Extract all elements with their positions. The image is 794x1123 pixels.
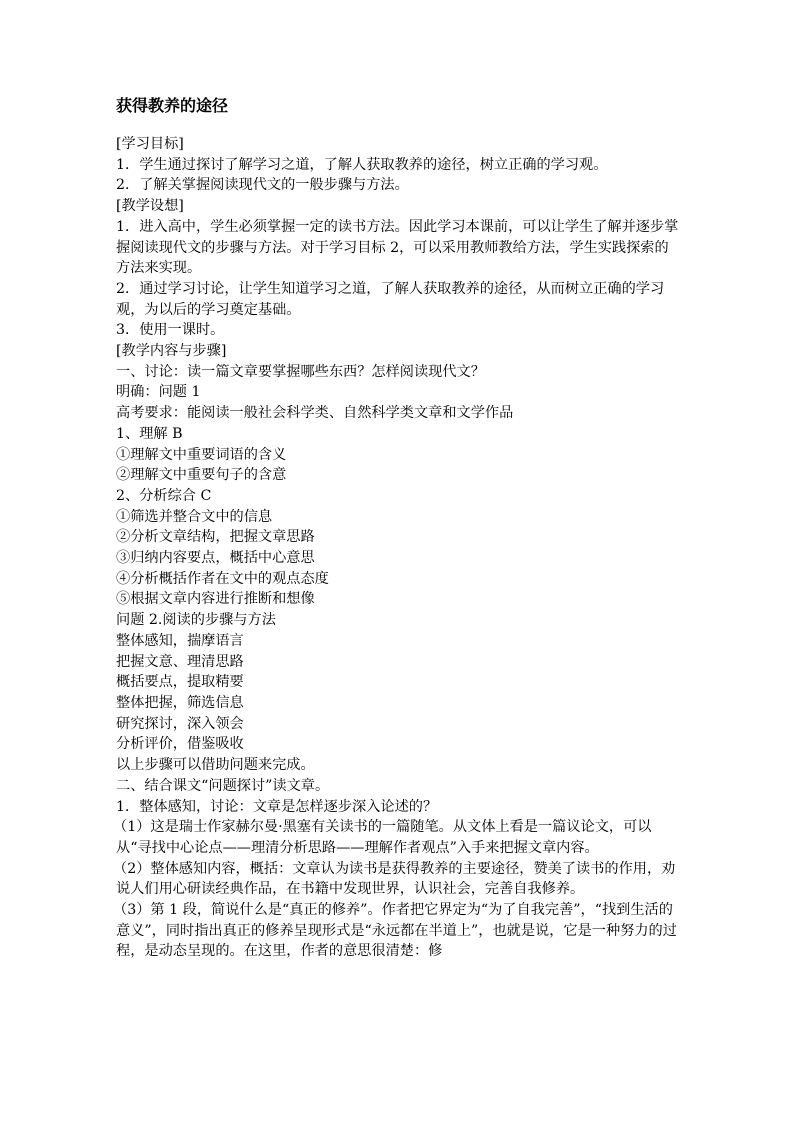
list-item: 整体把握，筛选信息 bbox=[116, 694, 244, 711]
list-item: 把握文意、理清思路 bbox=[116, 653, 244, 670]
list-item: 研究探讨，深入领会 bbox=[116, 715, 244, 732]
paragraph: 二、结合课文“问题探讨”读文章。 bbox=[116, 777, 330, 794]
list-item: ④分析概括作者在文中的观点态度 bbox=[116, 570, 329, 587]
document-body bbox=[113, 134, 682, 962]
list-item: ①理解文中重要词语的含义 bbox=[116, 446, 287, 463]
section-heading-learning-goals: [学习目标] bbox=[116, 136, 184, 152]
paragraph: （2）整体感知内容，概括：文章认为读书是获得教养的主要途径，赞美了读书的作用，劝说人们用心研读经典作品，在书籍中发现世界，认识社会，完善自我修养。 bbox=[113, 860, 676, 898]
paragraph: 2、分析综合 C bbox=[116, 487, 212, 504]
section-heading-teaching-plan: [教学设想] bbox=[116, 198, 184, 215]
paragraph: 1．进入高中，学生必须掌握一定的读书方法。因此学习本课前，可以让学生了解并逐步掌握阅读现代文的步骤与方法。对于学习目标 2，可以采用教师教给方法，学生实践探索的方法来实现。 bbox=[116, 218, 679, 277]
list-item: 概括要点，提取精要 bbox=[116, 674, 244, 691]
list-item: 分析评价，借鉴吸收 bbox=[116, 736, 244, 753]
list-item: ①筛选并整合文中的信息 bbox=[116, 508, 273, 525]
paragraph: 明确：问题 1 bbox=[116, 384, 201, 401]
paragraph: （1）这是瑞士作家赫尔曼·黑塞有关读书的一篇随笔。从文体上看是一篇议论文，可以从“寻找中心论点——理清分析思路——理解作者观点”入手来把握文章内容。 bbox=[113, 819, 652, 856]
paragraph: 3．使用一课时。 bbox=[116, 322, 225, 339]
paragraph: 2．了解关掌握阅读现代文的一般步骤与方法。 bbox=[116, 177, 409, 194]
paragraph: 问题 2.阅读的步骤与方法 bbox=[116, 612, 276, 629]
paragraph: 1．学生通过探讨了解学习之道，了解人获取教养的途径，树立正确的学习观。 bbox=[116, 156, 608, 173]
paragraph: 高考要求：能阅读一般社会科学类、自然科学类文章和文学作品 bbox=[116, 405, 514, 422]
list-item: ②理解文中重要句子的含意 bbox=[116, 467, 287, 484]
list-item: ⑤根据文章内容进行推断和想像 bbox=[116, 591, 315, 608]
paragraph: 1、理解 B bbox=[116, 425, 183, 442]
document-title: 获得教养的途径 bbox=[116, 96, 229, 115]
section-heading-content-steps: [教学内容与步骤] bbox=[116, 343, 227, 360]
paragraph: 以上步骤可以借助问题来完成。 bbox=[116, 757, 315, 774]
list-item: ②分析文章结构，把握文章思路 bbox=[116, 529, 315, 546]
paragraph: 1．整体感知，讨论：文章是怎样逐步深入论述的？ bbox=[116, 798, 438, 815]
list-item: 整体感知，揣摩语言 bbox=[116, 632, 244, 649]
paragraph: 2．通过学习讨论，让学生知道学习之道，了解人获取教养的途径，从而树立正确的学习观，为以后的学习奠定基础。 bbox=[116, 280, 665, 318]
list-item: ③归纳内容要点，概括中心意思 bbox=[116, 550, 315, 567]
paragraph: 一、讨论：读一篇文章要掌握哪些东西？怎样阅读现代文？ bbox=[116, 363, 485, 380]
paragraph: （3）第 1 段，简说什么是“真正的修养”。作者把它界定为“为了自我完善”，“找到生活的意义”，同时指出真正的修养呈现形式是“永远都在半道上”，也就是说，它是一种努力的过程，是动态呈现的。在这里，作者的意思很清楚：修 bbox=[113, 902, 677, 960]
